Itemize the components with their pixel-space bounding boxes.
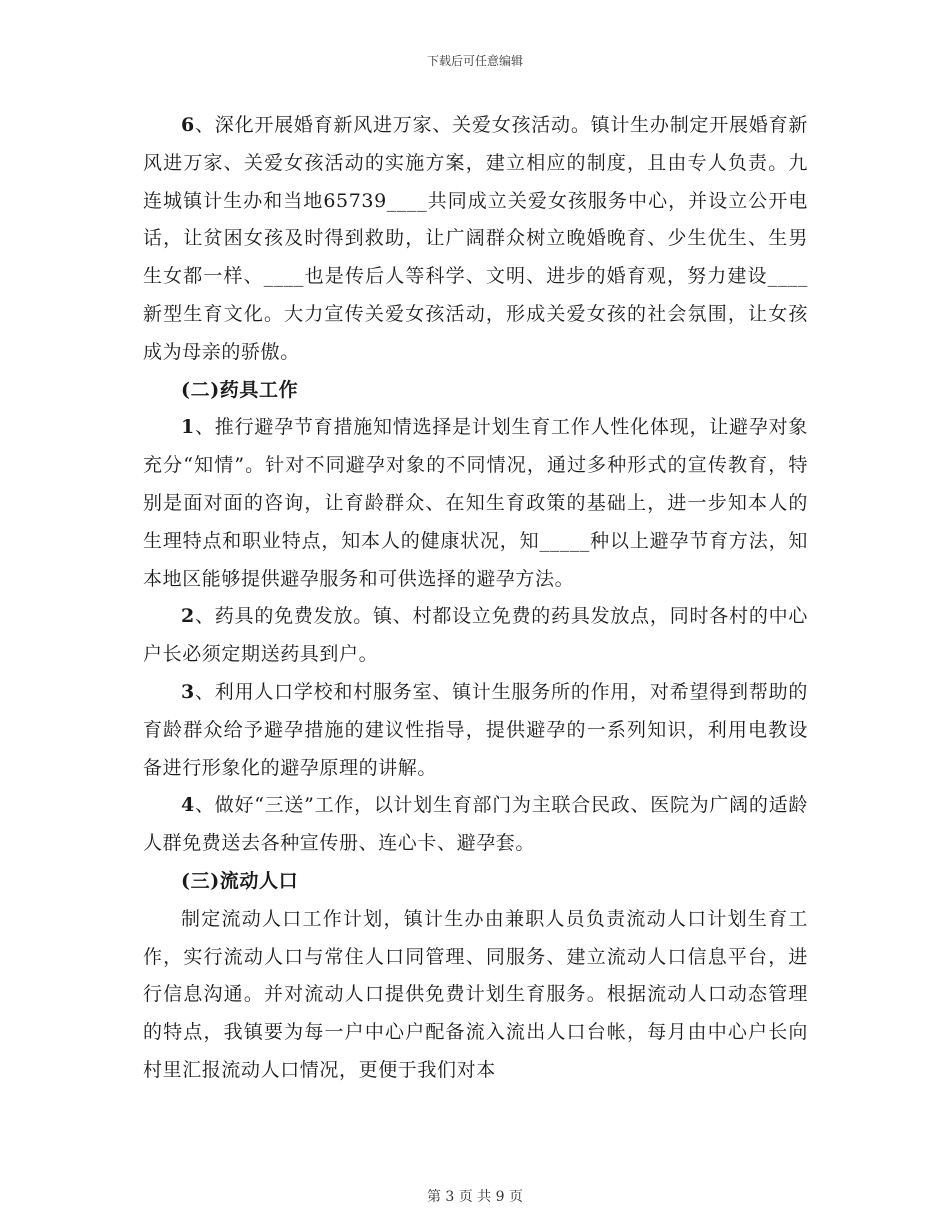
paragraph-text: 、推行避孕节育措施知情选择是计划生育工作人性化体现，让避孕对象充分“知情”。针对不同避孕对象的不同情况，通过多种形式的宣传教育，特别是面对面的咨询，让育龄群众、在知生育政策的基础上，进一步知本人的生理特点和职业特点，知本人的健康状况，知_____种以上避孕节育方法，知本地区能够提供避孕服务和可供选择的避孕方法。 bbox=[143, 416, 808, 590]
document-body bbox=[143, 107, 808, 1090]
item-number: 3 bbox=[181, 680, 195, 703]
paragraph-text: 、药具的免费发放。镇、村都设立免费的药具发放点，同时各村的中心户长必须定期送药具到户。 bbox=[143, 605, 808, 666]
paragraph-6 bbox=[143, 107, 808, 372]
paragraph-text: 、深化开展婚育新风进万家、关爱女孩活动。镇计生办制定开展婚育新风进万家、关爱女孩活动的实施方案，建立相应的制度，且由专人负责。九连城镇计生办和当地65739____共同成立关爱女孩服务中心，并设立公开电话，让贫困女孩及时得到救助，让广阔群众树立晚婚晚育、少生优生、生男生女都一样、____也是传后人等科学、文明、进步的婚育观，努力建设____新型生育文化。大力宣传关爱女孩活动，形成关爱女孩的社会氛围，让女孩成为母亲的骄傲。 bbox=[143, 114, 808, 363]
paragraph-2 bbox=[143, 598, 808, 674]
paragraph-1 bbox=[143, 409, 808, 598]
item-number: 6 bbox=[181, 114, 195, 136]
section-heading-drug-tools: (二)药具工作 bbox=[181, 378, 299, 401]
paragraph-floating-population: 制定流动人口工作计划，镇计生办由兼职人员负责流动人口计划生育工作，实行流动人口与常住人口同管理、同服务、建立流动人口信息平台，进行信息沟通。并对流动人口提供免费计划生育服务。根据流动人口动态管理的特点，我镇要为每一户中心户配备流入流出人口台帐，每月由中心户长向村里汇报流动人口情况，更便于我们对本 bbox=[143, 907, 808, 1081]
item-number: 2 bbox=[181, 605, 195, 628]
item-number: 1 bbox=[181, 416, 195, 439]
paragraph-4 bbox=[143, 787, 808, 863]
paragraph-text: 、做好“三送”工作，以计划生育部门为主联合民政、医院为广阔的适龄人群免费送去各种宣传册、连心卡、避孕套。 bbox=[143, 794, 808, 855]
item-number: 4 bbox=[181, 794, 195, 817]
paragraph-text: 、利用人口学校和村服务室、镇计生服务所的作用，对希望得到帮助的育龄群众给予避孕措施的建议性指导，提供避孕的一系列知识，利用电教设备进行形象化的避孕原理的讲解。 bbox=[143, 680, 808, 779]
page-footer: 第 3 页 共 9 页 bbox=[426, 1189, 524, 1205]
section-heading-floating-population: (三)流动人口 bbox=[181, 869, 299, 892]
paragraph-3 bbox=[143, 674, 808, 787]
page-header: 下载后可任意编辑 bbox=[426, 54, 523, 68]
